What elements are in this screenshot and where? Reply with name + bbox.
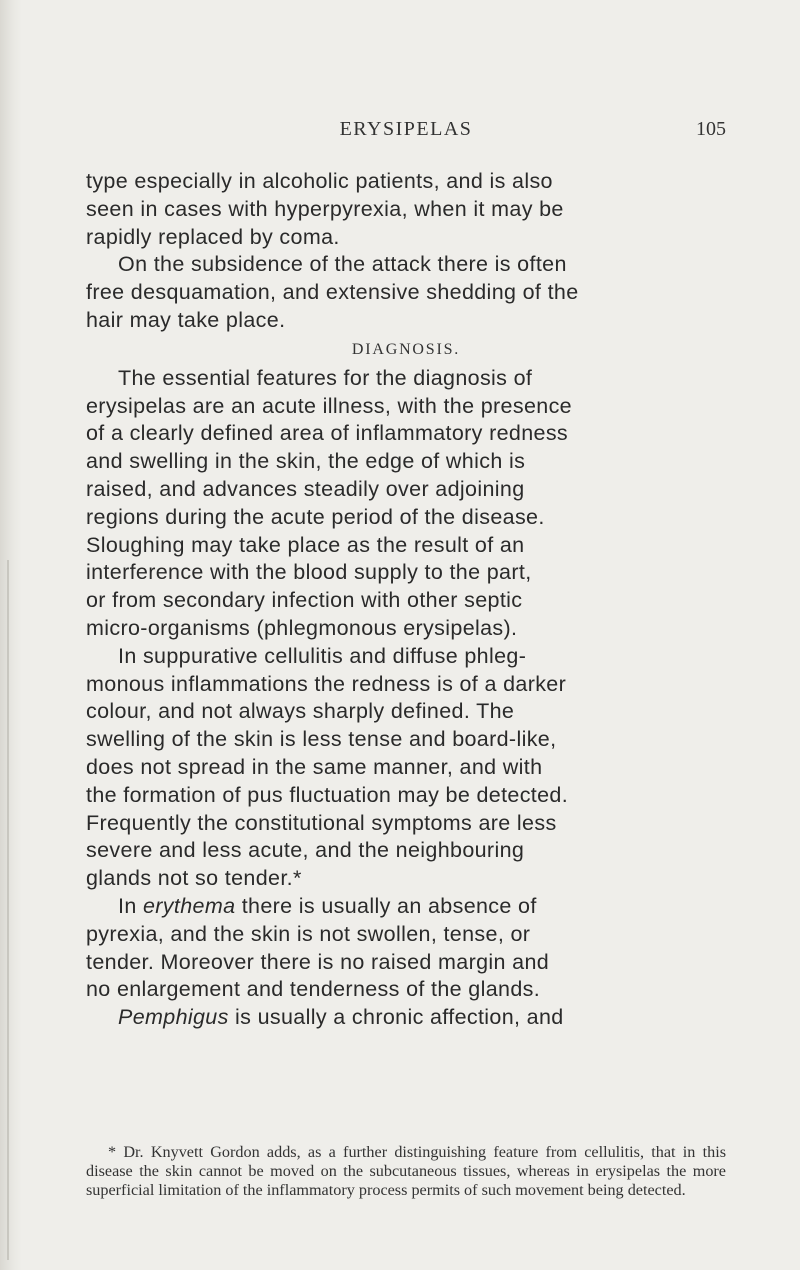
text-line: erysipelas are an acute illness, with the presence <box>86 393 572 418</box>
text-line: micro-organisms (phlegmonous erysipelas). <box>86 615 518 640</box>
footnote <box>86 1143 726 1199</box>
section-heading: DIAGNOSIS. <box>351 340 461 358</box>
text-line: Frequently the constitutional symptoms are less <box>86 810 557 835</box>
text-line: In suppurative cellulitis and diffuse phleg- <box>118 643 527 668</box>
paragraph-essential-features <box>86 365 726 643</box>
text-line: interference with the blood supply to the part, <box>86 560 532 585</box>
text-line: glands not so tender.* <box>86 866 302 891</box>
text-fragment: is usually a chronic affection, and <box>228 1005 564 1030</box>
italic-term: Pemphigus <box>118 1005 229 1030</box>
paragraph-continued <box>86 168 726 251</box>
text-line: swelling of the skin is less tense and board-like, <box>86 727 557 752</box>
text-line: On the subsidence of the attack there is often <box>118 252 567 277</box>
footnote-marker: * <box>108 1143 124 1161</box>
text-line: of a clearly defined area of inflammatory redness <box>86 421 569 446</box>
paragraph-cellulitis <box>86 643 726 893</box>
text-line: does not spread in the same manner, and with <box>86 754 543 779</box>
text-line: type especially in alcoholic patients, and is also <box>86 169 553 193</box>
text-line: free desquamation, and extensive shedding of the <box>86 280 579 305</box>
italic-term: erythema <box>142 893 236 918</box>
text-line: or from secondary infection with other septic <box>86 588 523 613</box>
text-line: seen in cases with hyperpyrexia, when it may be <box>86 196 564 221</box>
text-line: raised, and advances steadily over adjoining <box>86 476 525 501</box>
paragraph-pemphigus <box>86 1004 726 1032</box>
page-header <box>86 118 726 142</box>
text-line: and swelling in the skin, the edge of which is <box>86 449 526 474</box>
text-fragment: In <box>118 893 143 918</box>
binding-gutter <box>0 0 22 1270</box>
text-line: pyrexia, and the skin is not swollen, tense, or <box>86 921 531 946</box>
text-line: monous inflammations the redness is of a darker <box>86 671 567 696</box>
page-number: 105 <box>696 118 726 140</box>
text-fragment: there is usually an absence of <box>235 893 537 918</box>
running-title: ERYSIPELAS <box>339 118 473 140</box>
text-line: hair may take place. <box>86 307 286 332</box>
body-text <box>86 168 726 1032</box>
paragraph-desquamation <box>86 251 726 334</box>
text-line: colour, and not always sharply defined. The <box>86 699 515 724</box>
text-line: The essential features for the diagnosis of <box>118 365 533 390</box>
text-line: severe and less acute, and the neighbouring <box>86 838 525 863</box>
text-line: no enlargement and tenderness of the glands. <box>86 977 541 1002</box>
footnote-text: Dr. Knyvett Gordon adds, as a further distinguishing feature from cellulitis, that in this disease the skin cannot be moved on the subcutaneous tissues, whereas in erysipelas the more superficial limitation of the inflammatory process permits of such movement being detected. <box>86 1143 727 1199</box>
text-line: regions during the acute period of the disease. <box>86 504 545 529</box>
paragraph-erythema <box>86 893 726 1004</box>
text-line: Sloughing may take place as the result of an <box>86 532 525 557</box>
text-line: rapidly replaced by coma. <box>86 224 340 249</box>
text-line: the formation of pus fluctuation may be detected. <box>86 782 569 807</box>
text-line: tender. Moreover there is no raised margin and <box>86 949 550 974</box>
binding-edge-line <box>7 560 9 1260</box>
